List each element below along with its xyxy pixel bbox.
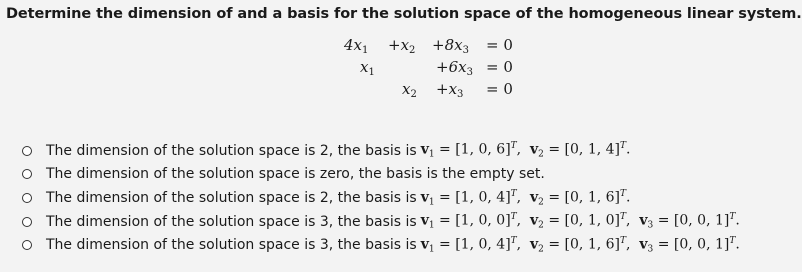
- choice-option-4[interactable]: [22, 210, 740, 234]
- term: $+6x_3$: [436, 58, 473, 78]
- choice-option-1[interactable]: [22, 139, 740, 163]
- equals-zero: = 0: [486, 36, 513, 54]
- choice-option-2[interactable]: [22, 163, 740, 187]
- choice-text: The dimension of the solution space is zero, the basis is the empty set.: [46, 166, 545, 183]
- term: $x_2$: [402, 80, 417, 100]
- radio-button[interactable]: [22, 193, 32, 203]
- term: $x_1$: [360, 58, 375, 78]
- term: $+x_2$: [388, 36, 416, 56]
- question-text: Determine the dimension of and a basis for the solution space of the homogeneous linear system.: [6, 6, 802, 22]
- equals-zero: = 0: [486, 58, 513, 76]
- term: $+x_3$: [436, 80, 464, 100]
- choice-math: $v_1 = [1$, 0, 4]$^T$, $v_2 = [0$, 1, 6]$^T$, $v_3 = [0$, 0, 1]$^T$.: [420, 235, 740, 255]
- choice-option-5[interactable]: [22, 233, 740, 257]
- choice-text: The dimension of the solution space is 2, the basis is: [46, 142, 417, 159]
- choice-math: $v_1 = [1$, 0, 0]$^T$, $v_2 = [0$, 1, 0]$^T$, $v_3 = [0$, 0, 1]$^T$.: [420, 212, 740, 231]
- radio-button[interactable]: [22, 146, 32, 156]
- answer-choices: [22, 139, 740, 257]
- choice-text: The dimension of the solution space is 3, the basis is: [46, 237, 417, 254]
- choice-option-3[interactable]: [22, 186, 740, 210]
- radio-button[interactable]: [22, 240, 32, 250]
- choice-math: $v_1 = [1$, 0, 4]$^T$, $v_2 = [0$, 1, 6]$^T$.: [420, 188, 631, 208]
- term: $4x_1$: [344, 36, 369, 56]
- radio-button[interactable]: [22, 217, 32, 227]
- radio-button[interactable]: [22, 169, 32, 179]
- choice-text: The dimension of the solution space is 3, the basis is: [46, 213, 417, 230]
- choice-math: $v_1 = [1$, 0, 6]$^T$, $v_2 = [0$, 1, 4]$^T$.: [420, 141, 631, 161]
- term: $+8x_3$: [432, 36, 469, 56]
- equals-zero: = 0: [486, 80, 513, 98]
- choice-text: The dimension of the solution space is 2, the basis is: [46, 189, 417, 206]
